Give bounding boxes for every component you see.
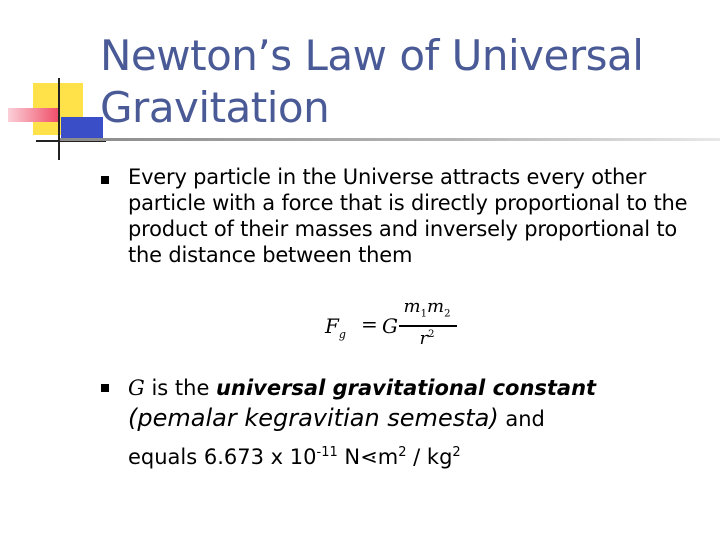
constant-name: universal gravitational constant: [216, 376, 597, 400]
bullet-2-line-2: (pemalar kegravitian semesta) and: [128, 404, 545, 432]
bullet-2-line-1: G is the universal gravitational constant: [128, 376, 597, 400]
corner-decoration: [0, 0, 110, 170]
g-symbol: G: [128, 376, 145, 400]
bullet-2-line-3: equals 6.673 x $10^{-11}$ $N⋖m^2 / kg^2$: [128, 445, 461, 469]
gravitation-formula: [325, 296, 455, 358]
slide-title: Newton’s Law of Universal Gravitation: [100, 31, 644, 132]
formula-fraction-bar: [399, 325, 457, 327]
formula-constant: G: [382, 314, 398, 338]
bullet-1-text: Every particle in the Universe attracts every other particle with a force that is directly proportional to the product of their masses and inversely proportional to the distance between them: [128, 165, 688, 267]
deco-vertical-line: [58, 78, 60, 160]
formula-numerator: $m_1m_2$: [403, 296, 451, 320]
formula-denominator: $r^2$: [419, 328, 435, 349]
formula-equals: =: [361, 312, 378, 336]
bullet-1-marker: [101, 176, 109, 184]
dot-symbol: ⋖: [360, 445, 378, 469]
deco-red-bar: [8, 108, 58, 122]
bullet-2-marker: [101, 384, 109, 392]
malay-translation: (pemalar kegravitian semesta): [128, 404, 499, 432]
formula-lhs: $F_g$: [325, 314, 346, 341]
title-divider: [60, 138, 720, 141]
